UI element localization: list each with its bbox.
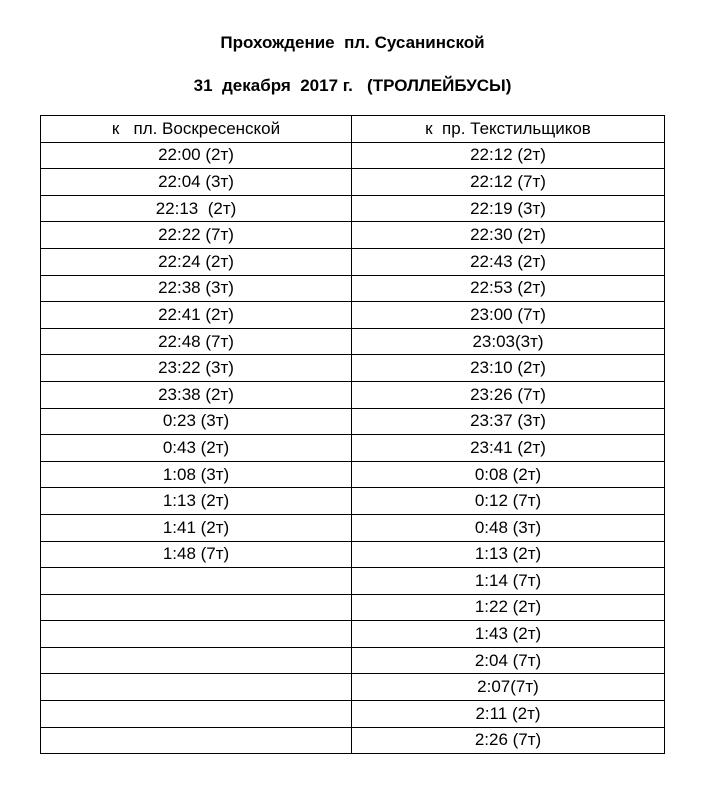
- departure-time-tekstilshchikov: 22:12 (7т): [352, 169, 665, 196]
- table-row: [41, 248, 665, 275]
- table-row: [41, 701, 665, 728]
- departure-time-tekstilshchikov: 22:53 (2т): [352, 275, 665, 302]
- column-header-tekstilshchikov: к пр. Текстильщиков: [352, 116, 665, 143]
- table-row: [41, 727, 665, 754]
- departure-time-tekstilshchikov: 23:37 (3т): [352, 408, 665, 435]
- column-header-voskresenskaya: к пл. Воскресенской: [41, 116, 352, 143]
- departure-time-voskresenskaya: [41, 594, 352, 621]
- table-row: [41, 195, 665, 222]
- departure-time-tekstilshchikov: 23:00 (7т): [352, 302, 665, 329]
- schedule-table-body: [41, 142, 665, 754]
- table-row: [41, 355, 665, 382]
- departure-time-tekstilshchikov: 23:10 (2т): [352, 355, 665, 382]
- departure-time-voskresenskaya: 1:41 (2т): [41, 514, 352, 541]
- departure-time-voskresenskaya: [41, 647, 352, 674]
- schedule-table: [40, 115, 665, 754]
- departure-time-voskresenskaya: 0:23 (3т): [41, 408, 352, 435]
- departure-time-voskresenskaya: 22:04 (3т): [41, 169, 352, 196]
- departure-time-tekstilshchikov: 1:43 (2т): [352, 621, 665, 648]
- table-row: [41, 169, 665, 196]
- departure-time-voskresenskaya: [41, 621, 352, 648]
- table-row: [41, 381, 665, 408]
- departure-time-voskresenskaya: 1:13 (2т): [41, 488, 352, 515]
- departure-time-voskresenskaya: [41, 701, 352, 728]
- departure-time-tekstilshchikov: 1:13 (2т): [352, 541, 665, 568]
- departure-time-tekstilshchikov: 0:12 (7т): [352, 488, 665, 515]
- departure-time-tekstilshchikov: 2:11 (2т): [352, 701, 665, 728]
- departure-time-voskresenskaya: 23:22 (3т): [41, 355, 352, 382]
- departure-time-voskresenskaya: 22:41 (2т): [41, 302, 352, 329]
- departure-time-voskresenskaya: [41, 674, 352, 701]
- table-row: [41, 647, 665, 674]
- departure-time-tekstilshchikov: 2:26 (7т): [352, 727, 665, 754]
- departure-time-tekstilshchikov: 1:22 (2т): [352, 594, 665, 621]
- table-row: [41, 302, 665, 329]
- departure-time-tekstilshchikov: 23:41 (2т): [352, 435, 665, 462]
- departure-time-voskresenskaya: 22:22 (7т): [41, 222, 352, 249]
- table-row: [41, 408, 665, 435]
- table-header-row: [41, 116, 665, 143]
- document-subtitle-date: 31 декабря 2017 г. (ТРОЛЛЕЙБУСЫ): [193, 76, 512, 95]
- departure-time-voskresenskaya: 22:24 (2т): [41, 248, 352, 275]
- table-row: [41, 541, 665, 568]
- departure-time-voskresenskaya: 23:38 (2т): [41, 381, 352, 408]
- departure-time-voskresenskaya: [41, 568, 352, 595]
- table-row: [41, 222, 665, 249]
- departure-time-tekstilshchikov: 22:19 (3т): [352, 195, 665, 222]
- departure-time-tekstilshchikov: 23:03(3т): [352, 328, 665, 355]
- document-title: Прохождение пл. Сусанинской: [220, 33, 485, 52]
- table-row: [41, 594, 665, 621]
- departure-time-voskresenskaya: 22:38 (3т): [41, 275, 352, 302]
- table-row: [41, 461, 665, 488]
- table-row: [41, 142, 665, 169]
- departure-time-tekstilshchikov: 23:26 (7т): [352, 381, 665, 408]
- departure-time-voskresenskaya: 1:08 (3т): [41, 461, 352, 488]
- departure-time-tekstilshchikov: 22:43 (2т): [352, 248, 665, 275]
- departure-time-tekstilshchikov: 22:12 (2т): [352, 142, 665, 169]
- departure-time-tekstilshchikov: 22:30 (2т): [352, 222, 665, 249]
- table-row: [41, 275, 665, 302]
- departure-time-voskresenskaya: 22:13 (2т): [41, 195, 352, 222]
- departure-time-tekstilshchikov: 1:14 (7т): [352, 568, 665, 595]
- table-row: [41, 621, 665, 648]
- departure-time-tekstilshchikov: 0:48 (3т): [352, 514, 665, 541]
- table-row: [41, 514, 665, 541]
- departure-time-tekstilshchikov: 2:07(7т): [352, 674, 665, 701]
- table-row: [41, 568, 665, 595]
- table-row: [41, 488, 665, 515]
- departure-time-voskresenskaya: 22:48 (7т): [41, 328, 352, 355]
- table-row: [41, 674, 665, 701]
- departure-time-voskresenskaya: 22:00 (2т): [41, 142, 352, 169]
- table-row: [41, 328, 665, 355]
- departure-time-voskresenskaya: 0:43 (2т): [41, 435, 352, 462]
- departure-time-tekstilshchikov: 0:08 (2т): [352, 461, 665, 488]
- departure-time-tekstilshchikov: 2:04 (7т): [352, 647, 665, 674]
- departure-time-voskresenskaya: 1:48 (7т): [41, 541, 352, 568]
- table-row: [41, 435, 665, 462]
- departure-time-voskresenskaya: [41, 727, 352, 754]
